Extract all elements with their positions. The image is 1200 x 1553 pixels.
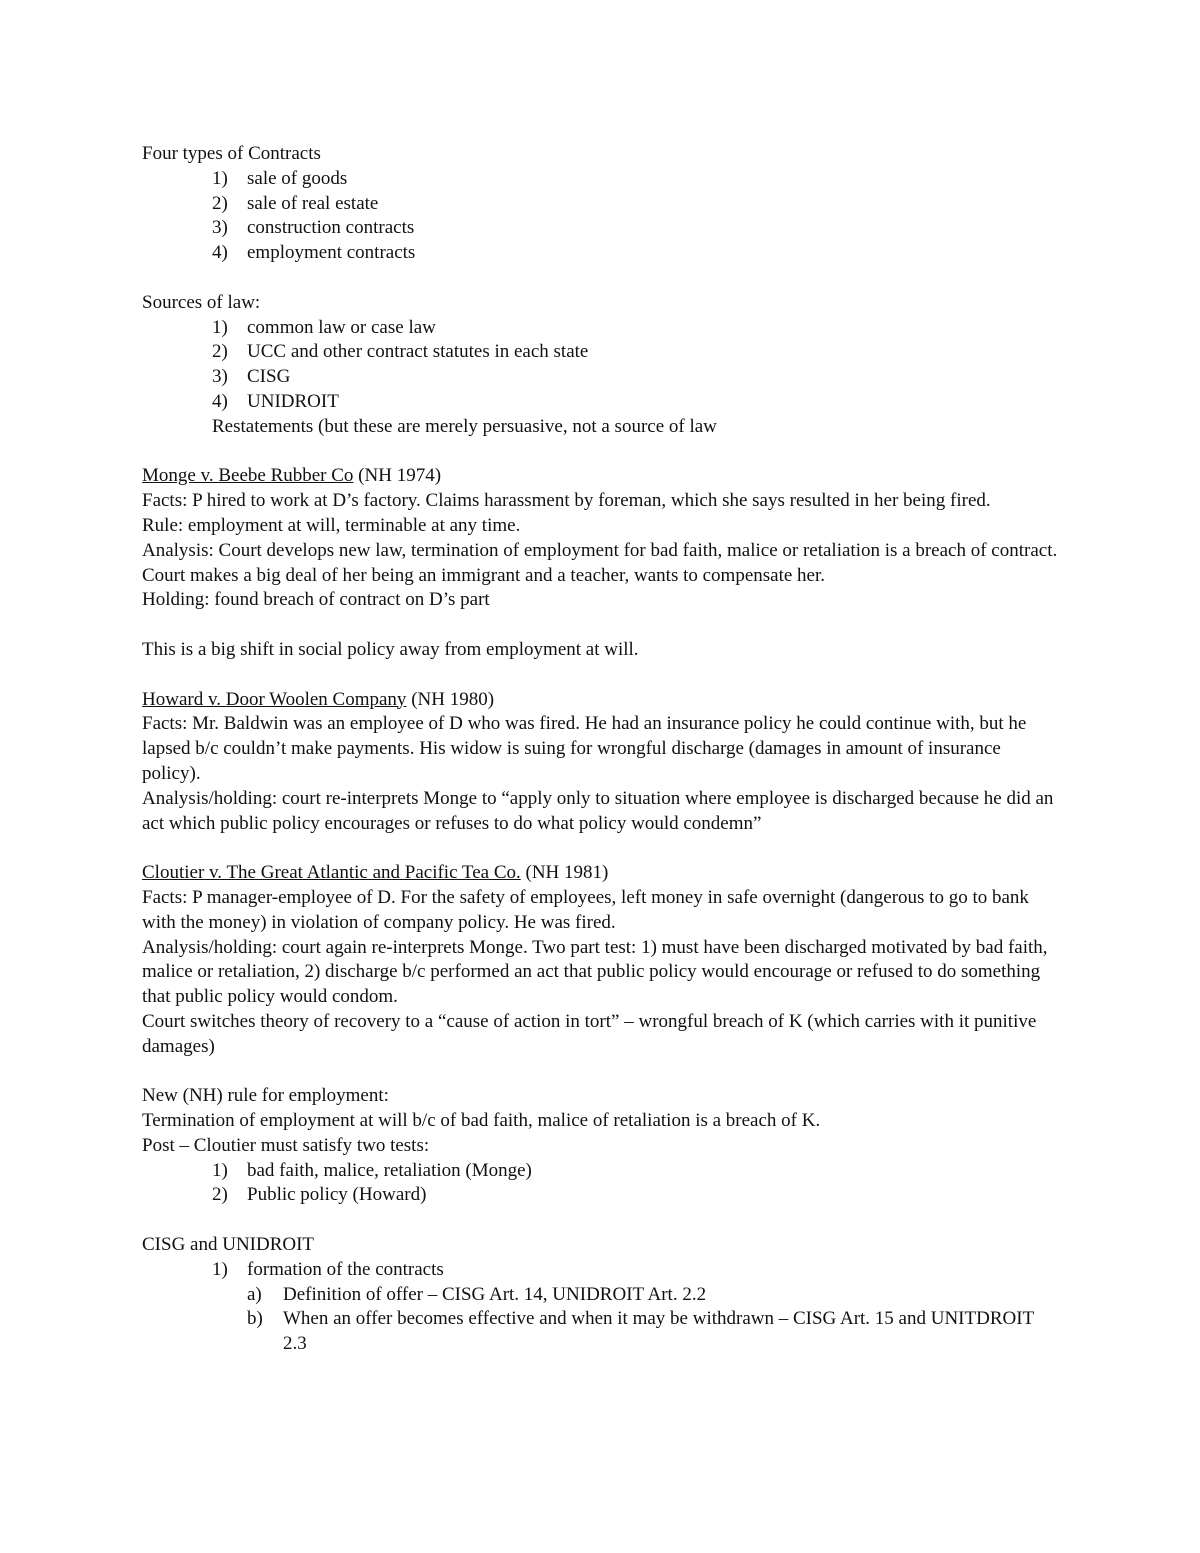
list-number: 2) [212, 192, 228, 214]
list-item [142, 241, 1062, 266]
case-name: Monge v. Beebe Rubber Co [142, 465, 354, 487]
list-number: 4) [212, 390, 228, 412]
list-text: formation of the contracts [247, 1258, 444, 1280]
post-cloutier-text: Post – Cloutier must satisfy two tests: [142, 1134, 430, 1156]
list-text: Definition of offer – CISG Art. 14, UNIDROIT Art. 2.2 [283, 1283, 707, 1305]
section-heading-sources: Sources of law: [142, 291, 261, 313]
case-title [142, 861, 1062, 886]
list-item [142, 192, 1062, 217]
case-name: Howard v. Door Woolen Company [142, 688, 407, 710]
section-heading-contract-types: Four types of Contracts [142, 143, 321, 164]
list-letter: a) [247, 1283, 262, 1305]
list-text: When an offer becomes effective and when it may be withdrawn – CISG Art. 15 and UNITDROIT 2.3 [283, 1308, 1034, 1355]
list-number: 1) [212, 167, 228, 189]
list-text: UNIDROIT [247, 390, 339, 412]
rule-statement: Termination of employment at will b/c of bad faith, malice of retaliation is a breach of K. [142, 1110, 821, 1132]
list-number: 1) [212, 1159, 228, 1181]
list-item [142, 316, 1062, 341]
case-holding: Holding: found breach of contract on D’s part [142, 589, 490, 611]
sub-list-item [142, 1283, 1062, 1308]
list-number: 3) [212, 217, 228, 239]
list-text: bad faith, malice, retaliation (Monge) [247, 1159, 532, 1181]
list-item [142, 390, 1062, 415]
case-facts: Facts: Mr. Baldwin was an employee of D who was fired. He had an insurance policy he could continue with, but he lapsed b/c couldn’t make payments. His widow is suing for wrongful discharge (damages in amount of insurance policy). [142, 713, 1027, 784]
case-rule: Rule: employment at will, terminable at any time. [142, 514, 521, 536]
case-facts: Facts: P hired to work at D’s factory. Claims harassment by foreman, which she says resulted in her being fired. [142, 490, 991, 512]
sub-list-item [142, 1307, 1062, 1357]
case-title [142, 464, 1062, 489]
list-number: 2) [212, 1184, 228, 1206]
case-facts: Facts: P manager-employee of D. For the safety of employees, left money in safe overnight (dangerous to go to bank with the money) in violation of company policy. He was fired. [142, 886, 1029, 933]
case-analysis: Analysis/holding: court again re-interprets Monge. Two part test: 1) must have been discharged motivated by bad faith, malice or retaliation, 2) discharge b/c performed an act that public policy would encourage or refused to do something that public policy would condom. [142, 936, 1048, 1008]
list-letter: b) [247, 1308, 263, 1330]
list-number: 1) [212, 1258, 228, 1280]
case-title [142, 688, 1062, 713]
section-heading-cisg: CISG and UNIDROIT [142, 1234, 315, 1256]
list-item [142, 1258, 1062, 1283]
list-text: sale of real estate [247, 192, 379, 214]
list-number: 2) [212, 341, 228, 363]
section-heading-nh-rule: New (NH) rule for employment: [142, 1085, 389, 1107]
list-text: sale of goods [247, 167, 348, 189]
list-text: UCC and other contract statutes in each state [247, 341, 589, 363]
case-citation: (NH 1980) [406, 688, 495, 710]
restatements-note: Restatements (but these are merely persuasive, not a source of law [212, 415, 717, 437]
case-name: Cloutier v. The Great Atlantic and Pacific Tea Co. [142, 862, 521, 884]
list-item [142, 1183, 1062, 1208]
document-body [142, 142, 1062, 1357]
case-citation: (NH 1974) [353, 465, 442, 487]
list-text: construction contracts [247, 217, 415, 239]
list-number: 3) [212, 366, 228, 388]
list-item [142, 1159, 1062, 1184]
case-citation: (NH 1981) [520, 862, 609, 884]
list-item [142, 167, 1062, 192]
list-item [142, 340, 1062, 365]
list-text: CISG [247, 366, 291, 388]
list-item [142, 365, 1062, 390]
list-number: 1) [212, 316, 228, 338]
case-theory: Court switches theory of recovery to a “cause of action in tort” – wrongful breach of K (which carries with it punitive damages) [142, 1010, 1037, 1057]
list-text: employment contracts [247, 242, 416, 264]
case-analysis: Analysis/holding: court re-interprets Monge to “apply only to situation where employee is discharged because he did an act which public policy encourages or refuses to do what policy would condemn” [142, 787, 1054, 834]
policy-comment: This is a big shift in social policy away from employment at will. [142, 638, 639, 660]
list-text: common law or case law [247, 316, 436, 338]
list-item [142, 216, 1062, 241]
list-text: Public policy (Howard) [247, 1184, 427, 1206]
case-analysis: Analysis: Court develops new law, termination of employment for bad faith, malice or retaliation is a breach of contract. Court makes a big deal of her being an immigrant and a teacher, wants to compensate her. [142, 539, 1058, 586]
list-number: 4) [212, 242, 228, 264]
